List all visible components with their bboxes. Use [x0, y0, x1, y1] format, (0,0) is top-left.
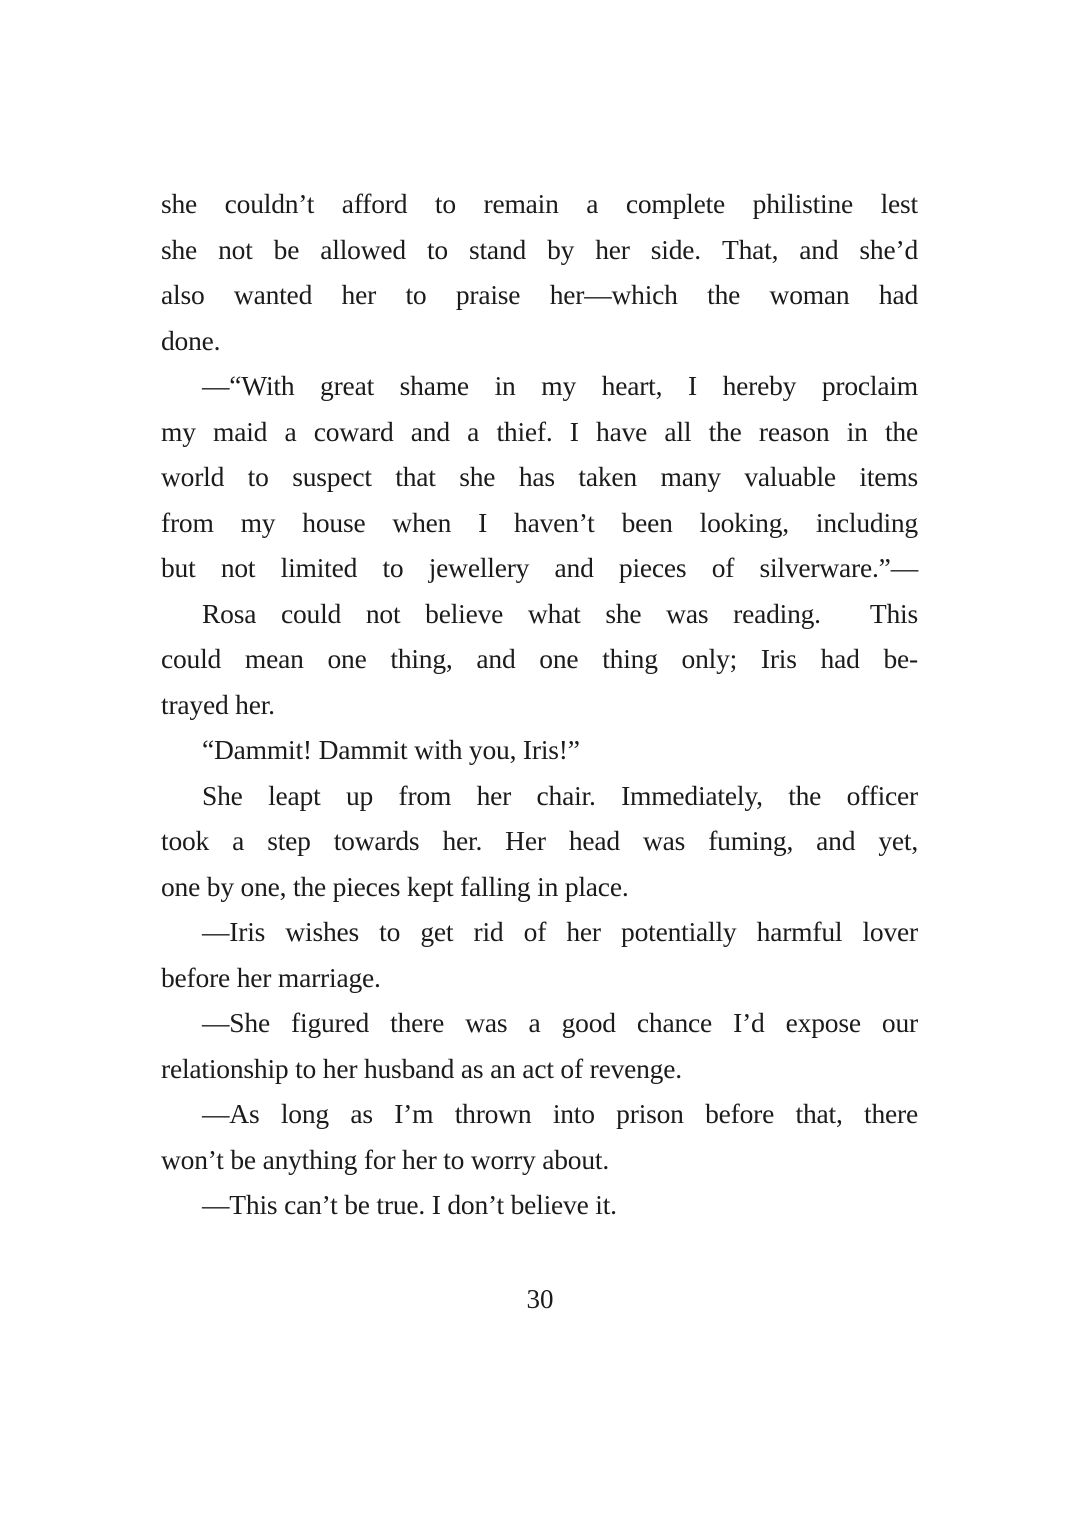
- paragraph: [161, 591, 918, 728]
- text-line: —Iris wishes to get rid of her potentially harmful lover: [202, 916, 918, 947]
- paragraph: [161, 909, 918, 1000]
- text-line: won’t be anything for her to worry about.: [161, 1143, 609, 1175]
- page-number: 30: [526, 1284, 554, 1314]
- paragraph: [161, 1182, 918, 1228]
- text-line: “Dammit! Dammit with you, Iris!”: [202, 734, 580, 765]
- paragraph: [161, 1091, 918, 1182]
- text-line: took a step towards her. Her head was fuming, and yet,: [161, 825, 918, 856]
- text-line: one by one, the pieces kept falling in place.: [161, 870, 629, 902]
- text-line: she not be allowed to stand by her side. That, and she’d: [161, 233, 918, 265]
- text-line: world to suspect that she has taken many valuable items: [161, 461, 918, 492]
- text-line: she couldn’t afford to remain a complete philistine lest: [161, 188, 918, 219]
- text-line: —She figured there was a good chance I’d expose our: [202, 1007, 918, 1038]
- text-line: Rosa could not believe what she was reading. This: [202, 597, 918, 629]
- paragraph: [161, 363, 918, 591]
- text-line: —This can’t be true. I don’t believe it.: [202, 1189, 617, 1220]
- paragraph: [161, 181, 918, 363]
- text-line: from my house when I haven’t been looking, including: [161, 506, 918, 538]
- text-line: —As long as I’m thrown into prison before that, there: [202, 1098, 918, 1129]
- text-line: but not limited to jewellery and pieces of silverware.”—: [161, 552, 918, 583]
- text-line: done.: [161, 324, 221, 356]
- text-line: She leapt up from her chair. Immediately, the officer: [202, 779, 918, 811]
- paragraph: [161, 773, 918, 910]
- text-block: [161, 181, 918, 1228]
- text-line: trayed her.: [161, 688, 275, 720]
- text-line: could mean one thing, and one thing only; Iris had be-: [161, 643, 918, 674]
- text-line: my maid a coward and a thief. I have all the reason in the: [161, 415, 918, 447]
- paragraph: [161, 1000, 918, 1091]
- text-line: relationship to her husband as an act of revenge.: [161, 1052, 682, 1084]
- text-line: before her marriage.: [161, 961, 381, 993]
- text-line: also wanted her to praise her—which the woman had: [161, 279, 918, 310]
- paragraph: [161, 727, 918, 773]
- text-line: —“With great shame in my heart, I hereby proclaim: [202, 370, 918, 401]
